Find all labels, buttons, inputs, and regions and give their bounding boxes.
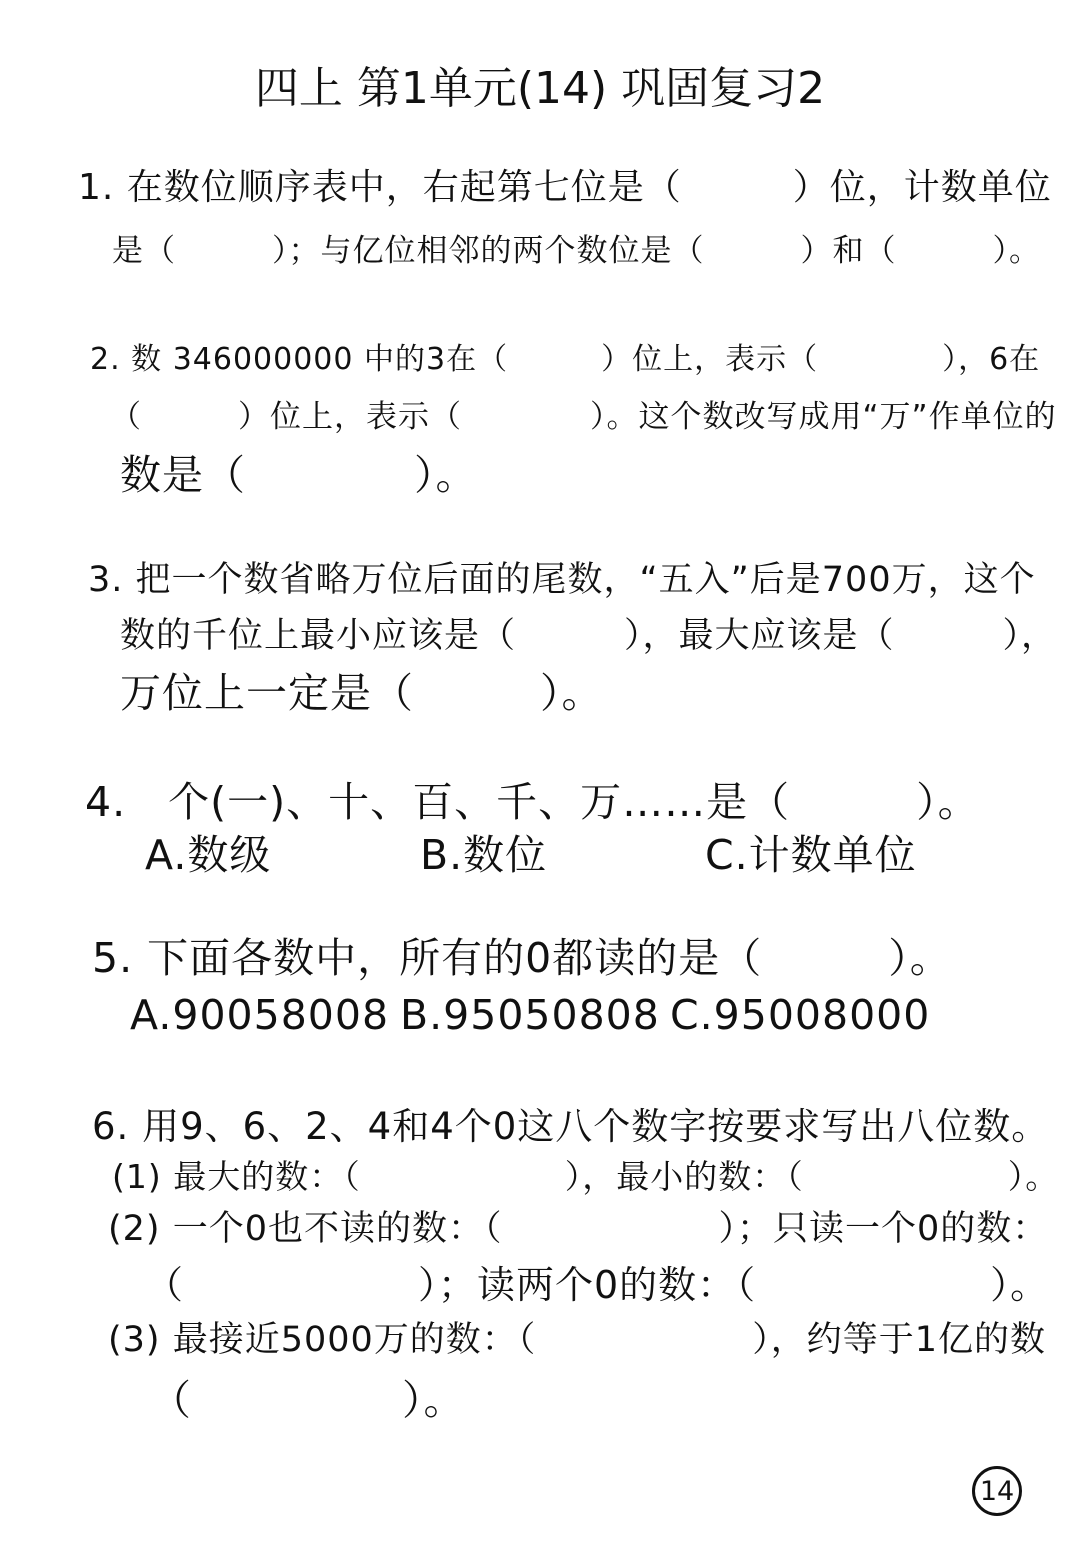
question-4-stem: 4. 个(一)、十、百、千、万……是（ ）。 [85, 778, 980, 826]
question-6-part-2-line-2: （ ）；读两个0的数：（ ）。 [145, 1263, 1050, 1307]
question-1-line-2: 是（ ）；与亿位相邻的两个数位是（ ）和（ ）。 [112, 233, 1041, 269]
question-2-line-3: 数是（ ）。 [120, 451, 478, 499]
question-6-part-1: (1) 最大的数：（ ），最小的数：（ ）。 [112, 1157, 1060, 1196]
question-5-option-a: A.90058008 [130, 991, 390, 1039]
question-5-option-c: C.95008000 [670, 991, 931, 1039]
question-6-part-2-line-1: (2) 一个0也不读的数：（ ）；只读一个0的数： [108, 1209, 1049, 1249]
question-6-part-3-line-2: （ ）。 [150, 1376, 466, 1424]
question-2-line-1: 2. 数 346000000 中的3在（ ）位上，表示（ ），6在 [90, 342, 1041, 377]
question-3-line-1: 3. 把一个数省略万位后面的尾数，“五入”后是700万，这个 [88, 560, 1036, 600]
page-number: 14 [972, 1466, 1022, 1516]
question-6-stem: 6. 用9、6、2、4和4个0这八个数字按要求写出八位数。 [92, 1105, 1050, 1148]
question-6-part-3-line-1: (3) 最接近5000万的数：（ ），约等于1亿的数 [108, 1320, 1047, 1360]
question-3-line-2: 数的千位上最小应该是（ ），最大应该是（ ）， [120, 616, 1058, 656]
question-5-option-b: B.95050808 [400, 991, 660, 1039]
question-4-option-b: B.数位 [420, 831, 548, 879]
question-4-option-a: A.数级 [145, 831, 272, 879]
question-4-option-c: C.计数单位 [705, 831, 917, 879]
worksheet-title: 四上 第1单元(14) 巩固复习2 [254, 63, 826, 114]
question-1-line-1: 1. 在数位顺序表中，右起第七位是（ ）位，计数单位 [78, 167, 1052, 208]
question-5-stem: 5. 下面各数中，所有的0都读的是（ ）。 [92, 934, 952, 982]
question-3-line-3: 万位上一定是（ ）。 [120, 669, 604, 717]
question-2-line-2: （ ）位上，表示（ ）。这个数改写成用“万”作单位的 [110, 399, 1057, 435]
